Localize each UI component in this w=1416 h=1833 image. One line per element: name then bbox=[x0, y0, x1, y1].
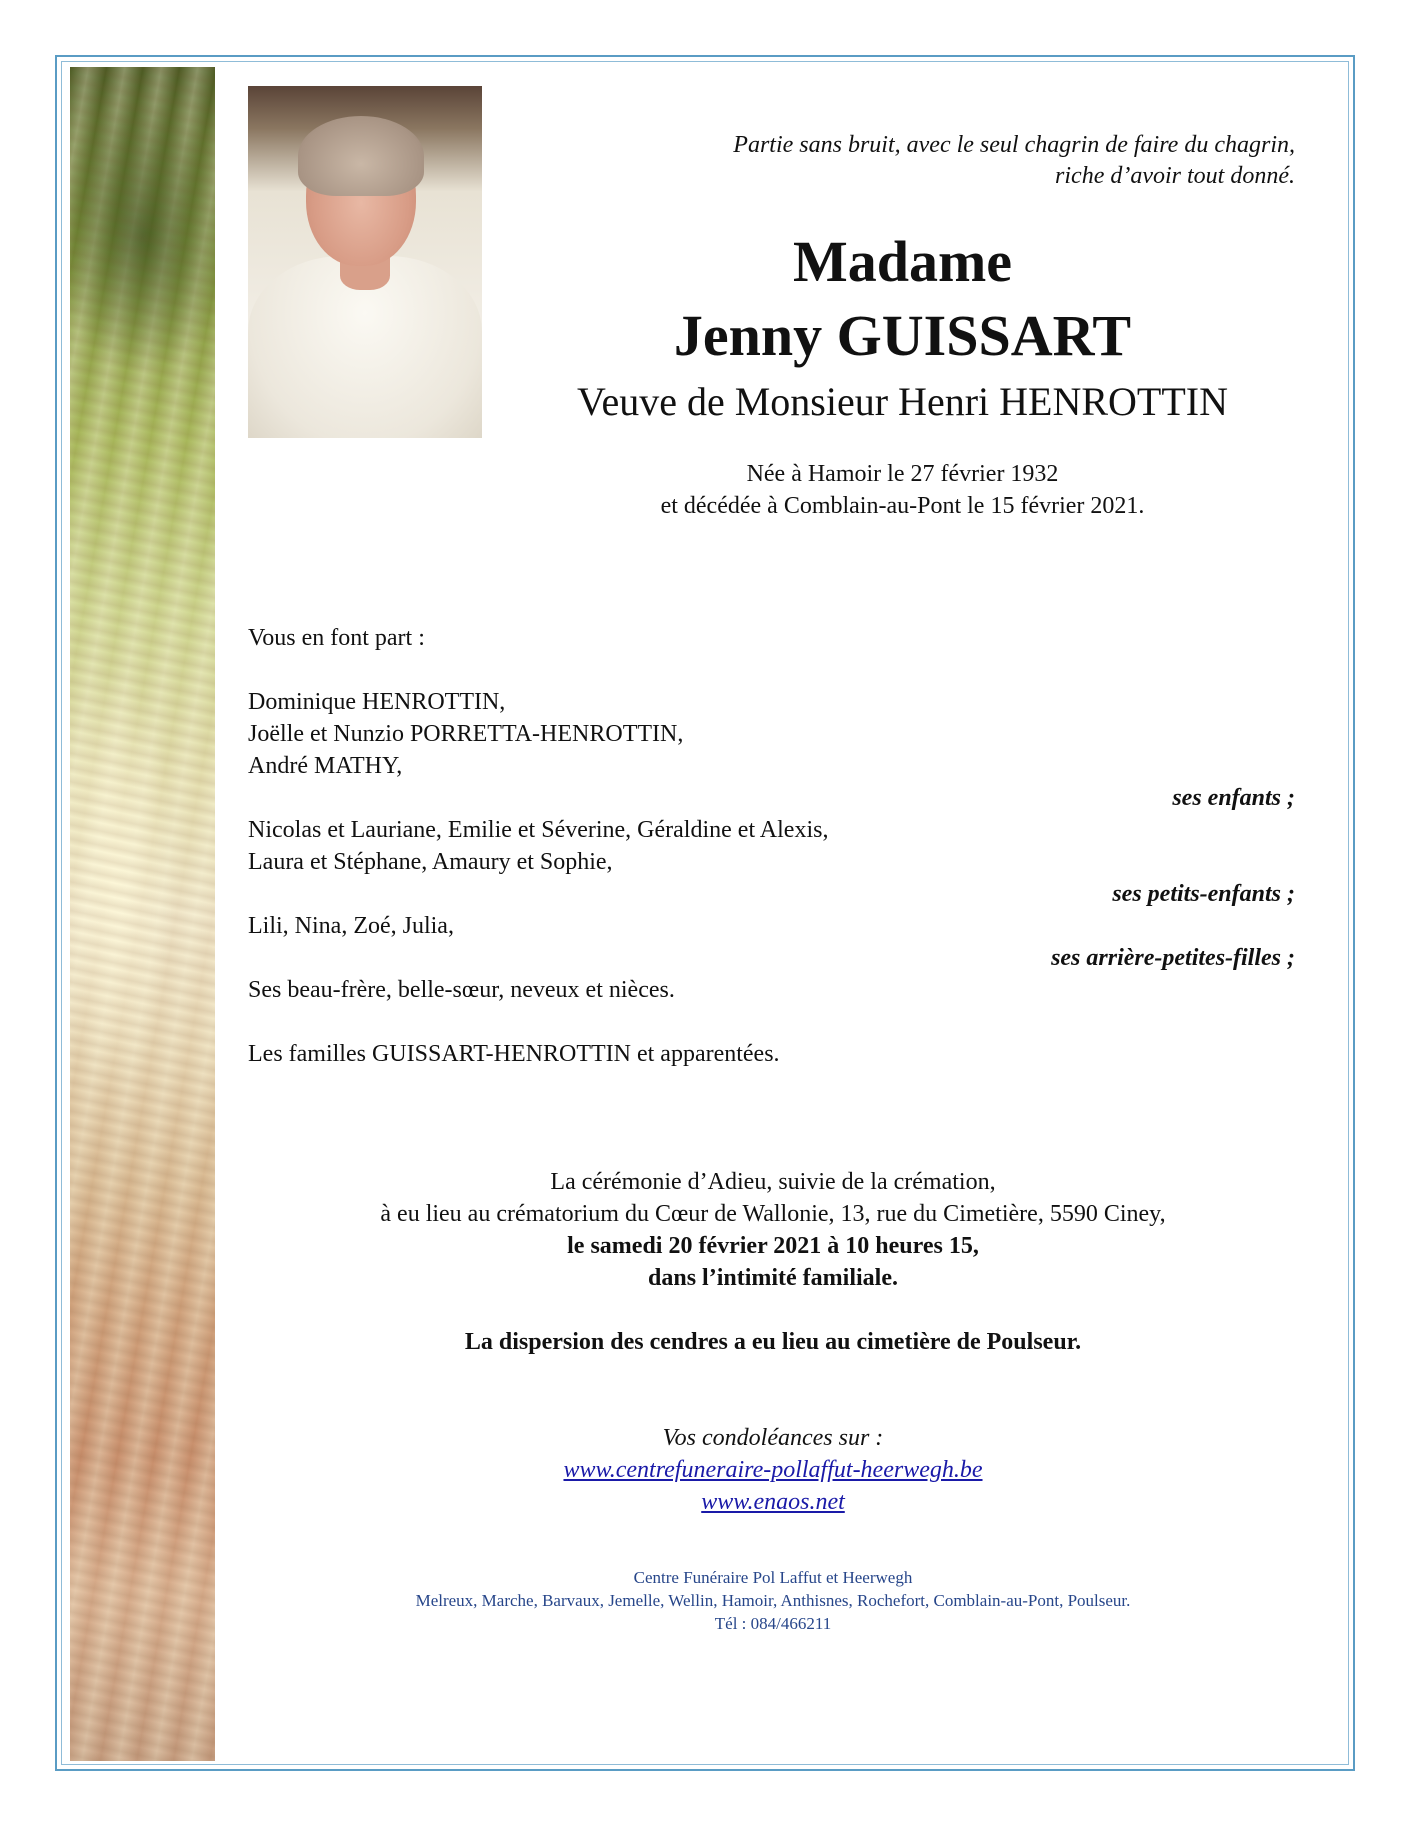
footer-company: Centre Funéraire Pol Laffut et Heerwegh bbox=[633, 1568, 913, 1587]
footer-locations: Melreux, Marche, Barvaux, Jemelle, Wellin, Hamoir, Anthisnes, Rochefort, Comblain-au-Pont, Poulseur. bbox=[415, 1591, 1131, 1610]
life-dates bbox=[500, 458, 1305, 522]
epitaph-quote bbox=[520, 130, 1295, 192]
children-role: ses enfants ; bbox=[1172, 785, 1295, 811]
funeral-home-link[interactable]: www.centrefuneraire-pollaffut-heerwegh.be bbox=[563, 1457, 983, 1483]
dispersion-notice: La dispersion des cendres a eu lieu au cimetière de Poulseur. bbox=[464, 1329, 1082, 1355]
footer-phone: Tél : 084/466211 bbox=[714, 1614, 832, 1633]
child-1: Dominique HENROTTIN, bbox=[248, 689, 506, 715]
enaos-link[interactable]: www.enaos.net bbox=[701, 1489, 845, 1515]
footer bbox=[248, 1566, 1298, 1635]
in-laws-line: Ses beau-frère, belle-sœur, neveux et nièces. bbox=[248, 977, 675, 1003]
ceremony-privacy: dans l’intimité familiale. bbox=[648, 1265, 898, 1291]
families-line: Les familles GUISSART-HENROTTIN et apparentées. bbox=[248, 1041, 780, 1067]
widow-of: Veuve de Monsieur Henri HENROTTIN bbox=[577, 379, 1228, 424]
grandchildren-line-2: Laura et Stéphane, Amaury et Sophie, bbox=[248, 849, 613, 875]
condolences-block bbox=[248, 1422, 1298, 1518]
children-list bbox=[248, 686, 1298, 782]
death-line: et décédée à Comblain-au-Pont le 15 février 2021. bbox=[660, 493, 1145, 519]
ceremony-info bbox=[248, 1166, 1298, 1294]
great-grandchildren-role: ses arrière-petites-filles ; bbox=[1051, 945, 1295, 971]
child-2: Joëlle et Nunzio PORRETTA-HENROTTIN, bbox=[248, 721, 684, 747]
portrait-hair bbox=[298, 116, 424, 196]
deceased-title: Madame bbox=[792, 229, 1013, 294]
ceremony-date: le samedi 20 février 2021 à 10 heures 15, bbox=[567, 1233, 979, 1259]
deceased-name: Jenny GUISSART bbox=[673, 303, 1132, 368]
ceremony-line-2: à eu lieu au crématorium du Cœur de Wallonie, 13, rue du Cimetière, 5590 Ciney, bbox=[380, 1201, 1166, 1227]
great-grandchildren: Lili, Nina, Zoé, Julia, bbox=[248, 913, 454, 939]
birth-line: Née à Hamoir le 27 février 1932 bbox=[746, 461, 1059, 487]
grandchildren-list bbox=[248, 814, 1298, 878]
quote-line-2: riche d’avoir tout donné. bbox=[1055, 163, 1295, 189]
announcement-intro: Vous en font part : bbox=[248, 625, 425, 651]
quote-line-1: Partie sans bruit, avec le seul chagrin de faire du chagrin, bbox=[733, 132, 1295, 158]
forest-path-side-image bbox=[70, 67, 215, 1761]
condolences-label: Vos condoléances sur : bbox=[662, 1425, 884, 1451]
grandchildren-line-1: Nicolas et Lauriane, Emilie et Séverine, Géraldine et Alexis, bbox=[248, 817, 829, 843]
grandchildren-role: ses petits-enfants ; bbox=[1112, 881, 1295, 907]
child-3: André MATHY, bbox=[248, 753, 403, 779]
ceremony-line-1: La cérémonie d’Adieu, suivie de la crémation, bbox=[550, 1169, 996, 1195]
portrait-photo bbox=[248, 86, 482, 438]
